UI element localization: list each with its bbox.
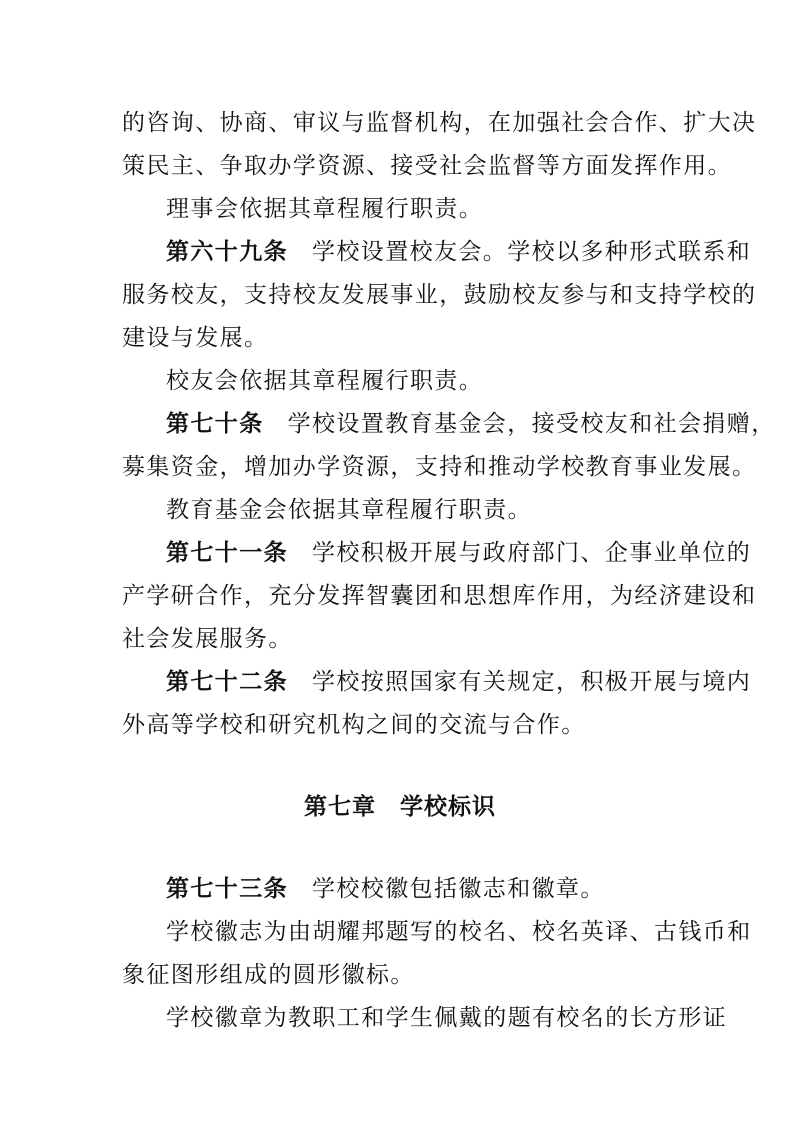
article-70-number: 第七十条 bbox=[166, 411, 264, 437]
text-line: 服务校友，支持校友发展事业，鼓励校友参与和支持学校的 bbox=[122, 282, 757, 308]
chapter-heading bbox=[0, 792, 800, 822]
text-line: 学校积极开展与政府部门、企事业单位的 bbox=[312, 540, 752, 566]
article-73-paragraph bbox=[166, 874, 605, 904]
text-line: 学校设置教育基金会，接受校友和社会捐赠， bbox=[287, 411, 776, 437]
text-line: 象征图形组成的圆形徽标。 bbox=[122, 962, 415, 988]
article-70-paragraph bbox=[166, 409, 776, 439]
article-73-number: 第七十三条 bbox=[166, 876, 288, 902]
text-line: 的咨询、协商、审议与监督机构，在加强社会合作、扩大决 bbox=[122, 110, 757, 136]
article-71-paragraph bbox=[166, 538, 751, 568]
text-line: 校友会依据其章程履行职责。 bbox=[166, 368, 484, 394]
text-line: 学校徽志为由胡耀邦题写的校名、校名英译、古钱币和 bbox=[166, 919, 752, 945]
article-71-number: 第七十一条 bbox=[166, 540, 288, 566]
text-line: 产学研合作，充分发挥智囊团和思想库作用，为经济建设和 bbox=[122, 583, 757, 609]
text-line: 学校校徽包括徽志和徽章。 bbox=[312, 876, 605, 902]
text-line: 理事会依据其章程履行职责。 bbox=[166, 196, 484, 222]
text-line: 外高等学校和研究机构之间的交流与合作。 bbox=[122, 712, 586, 738]
text-line: 学校按照国家有关规定，积极开展与境内 bbox=[312, 669, 752, 695]
text-line: 策民主、争取办学资源、接受社会监督等方面发挥作用。 bbox=[122, 153, 732, 179]
article-72-number: 第七十二条 bbox=[166, 669, 288, 695]
article-69-number: 第六十九条 bbox=[166, 239, 288, 265]
text-line: 学校设置校友会。学校以多种形式联系和 bbox=[312, 239, 752, 265]
chapter-number: 第七章 bbox=[304, 794, 376, 820]
text-line: 募集资金，增加办学资源，支持和推动学校教育事业发展。 bbox=[122, 454, 757, 480]
article-69-paragraph bbox=[166, 237, 751, 267]
text-line: 学校徽章为教职工和学生佩戴的题有校名的长方形证 bbox=[166, 1005, 728, 1031]
text-line: 教育基金会依据其章程履行职责。 bbox=[166, 497, 532, 523]
article-72-paragraph bbox=[166, 667, 751, 697]
text-line: 建设与发展。 bbox=[122, 325, 269, 351]
chapter-title: 学校标识 bbox=[400, 794, 496, 820]
text-line: 社会发展服务。 bbox=[122, 626, 293, 652]
